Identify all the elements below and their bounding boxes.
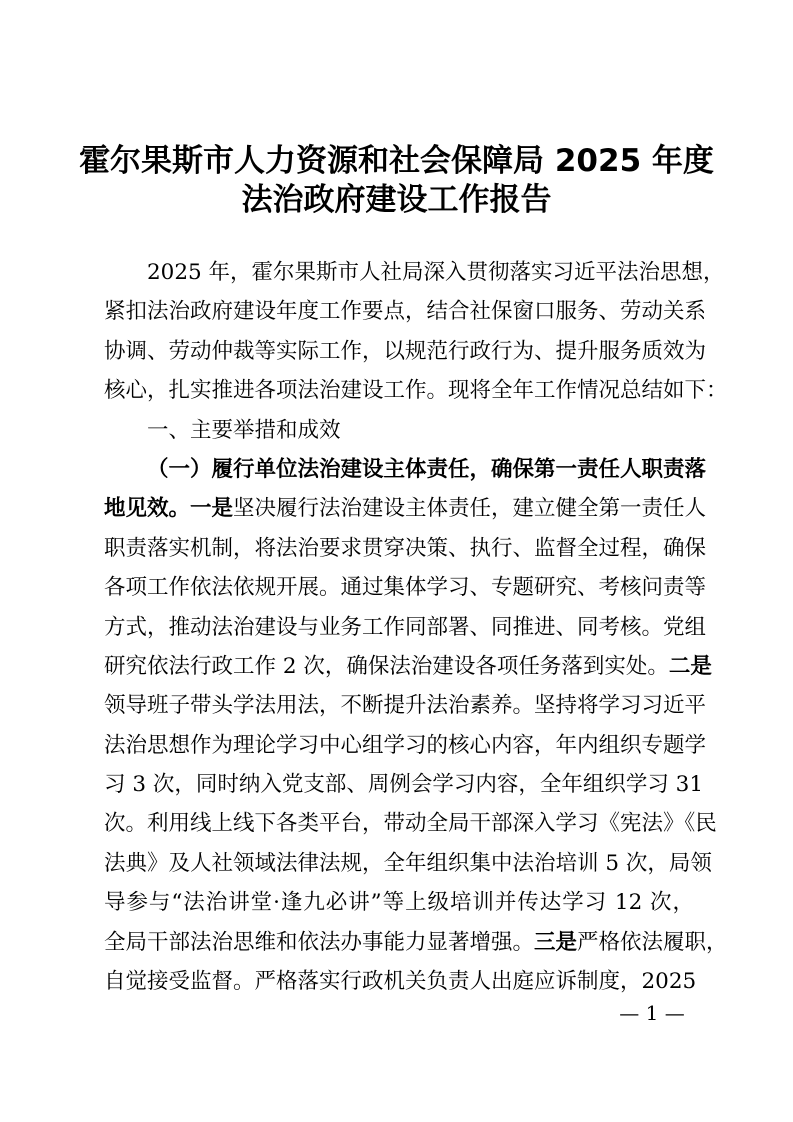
paragraph-text: 研究依法行政工作 2 次，确保法治建设各项任务落到实处。 [104,653,669,679]
paragraph-line: 导参与“法治讲堂·逢九必讲”等上级培训并传达学习 12 次， [104,890,694,916]
paragraph-line: 各项工作依法依规开展。通过集体学习、专题研究、考核问责等 [104,575,707,601]
section-heading: 一、主要举措和成效 [147,417,341,443]
point-2-label: 二是 [668,653,712,679]
paragraph-line: 次。利用线上线下各类平台，带动全局干部深入学习《宪法》《民 [104,811,717,837]
intro-line: 2025 年，霍尔果斯市人社局深入贯彻落实习近平法治思想， [147,260,725,285]
paragraph-line: 自觉接受监督。严格落实行政机关负责人出庭应诉制度，2025 [104,969,697,995]
paragraph-line: 方式，推动法治建设与业务工作同部署、同推进、同考核。党组 [104,614,707,640]
point-1-label: 一是 [190,496,234,522]
paragraph-text: 全局干部法治思维和依法办事能力显著增强。 [104,929,535,955]
paragraph-line: 习 3 次，同时纳入党支部、周例会学习内容，全年组织学习 31 [104,772,704,798]
document-title-line-2: 法治政府建设工作报告 [241,182,552,218]
paragraph-line: 领导班子带头学法用法，不断提升法治素养。坚持将学习习近平 [104,693,707,719]
page-number: — 1 — [619,1001,685,1025]
intro-line: 紧扣法治政府建设年度工作要点，结合社保窗口服务、劳动关系 [104,299,707,325]
point-1-text: 坚决履行法治建设主体责任，建立健全第一责任人 [233,496,707,522]
subsection-heading: （一）履行单位法治建设主体责任，确保第一责任人职责落 [147,456,707,482]
paragraph-line [104,489,707,528]
paragraph-line: 法治思想作为理论学习中心组学习的核心内容，年内组织专题学 [104,732,707,758]
intro-line: 核心，扎实推进各项法治建设工作。现将全年工作情况总结如下： [104,378,728,404]
subsection-heading-end: 地见效。 [104,496,191,522]
point-3-text: 严格依法履职， [577,929,728,955]
intro-line: 协调、劳动仲裁等实际工作，以规范行政行为、提升服务质效为 [104,338,707,364]
paragraph-line: 法典》及人社领域法律法规，全年组织集中法治培训 5 次，局领 [104,850,712,876]
paragraph-line [104,923,728,962]
point-3-label: 三是 [534,929,578,955]
document-title-line-1: 霍尔果斯市人力资源和社会保障局 2025 年度 [79,143,714,179]
paragraph-line [104,647,712,686]
document-body [104,253,728,1001]
paragraph-line: 职责落实机制，将法治要求贯穿决策、执行、监督全过程，确保 [104,535,707,561]
